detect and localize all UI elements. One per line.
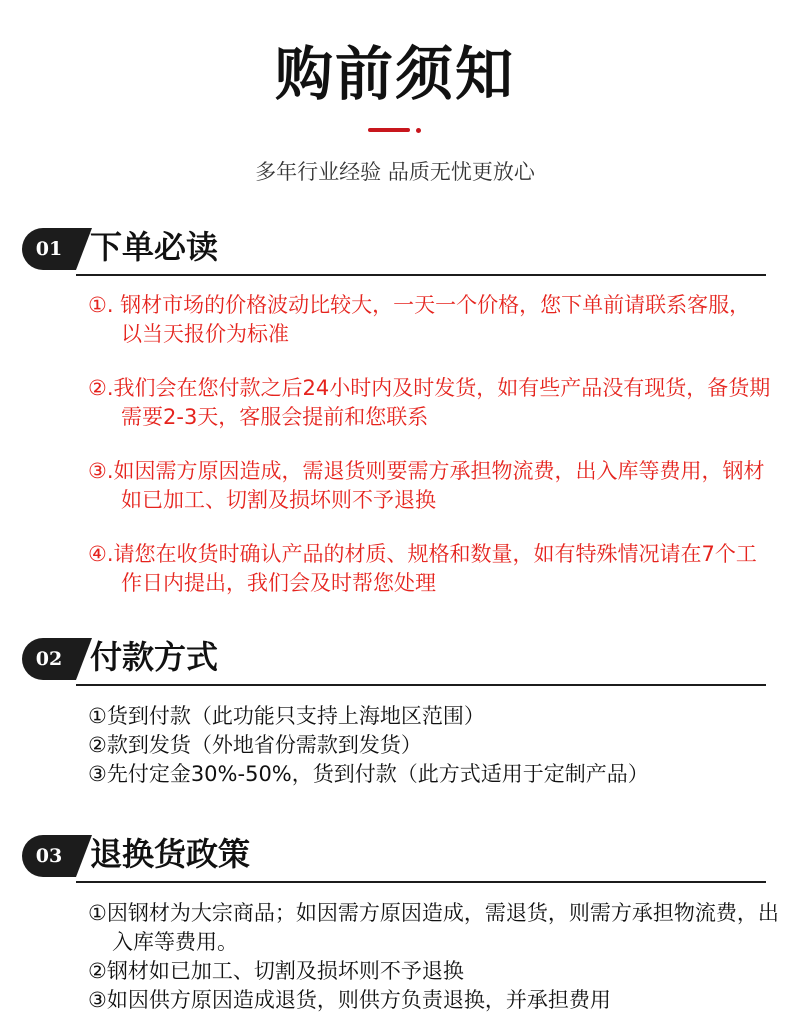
section-title: 退换货政策 <box>90 835 251 873</box>
page-subtitle: 多年行业经验 品质无忧更放心 <box>255 160 535 184</box>
return-policy-list <box>22 899 779 1015</box>
section-title: 下单必读 <box>90 228 219 266</box>
list-item: ①. 钢材市场的价格波动比较大，一天一个价格，您下单前请联系客服，以当天报价为标准 <box>88 293 751 346</box>
section-title: 付款方式 <box>90 638 219 676</box>
list-item: ②.我们会在您付款之后24小时内及时发货，如有些产品没有现货，备货期需要2-3天，客服会提前和您联系 <box>88 376 771 429</box>
section-divider <box>76 881 766 883</box>
list-item: ②款到发货（外地省份需款到发货） <box>88 733 422 757</box>
section-header <box>22 636 766 686</box>
section-number-badge: 02 <box>22 638 76 680</box>
section-number-badge: 01 <box>22 228 76 270</box>
order-notice-list <box>22 291 771 598</box>
list-item: ①因钢材为大宗商品；如因需方原因造成，需退货，则需方承担物流费，出入库等费用。 <box>88 901 779 954</box>
payment-methods-list <box>22 702 766 789</box>
title-accent-bar <box>368 128 410 132</box>
section-header <box>22 833 766 883</box>
section-return-policy <box>22 833 779 1015</box>
page-title: 购前须知 <box>274 40 515 108</box>
section-number-badge: 03 <box>22 835 76 877</box>
section-payment-methods <box>22 636 766 789</box>
section-header <box>22 226 766 276</box>
section-order-notice <box>22 226 771 623</box>
list-item: ③.如因需方原因造成，需退货则要需方承担物流费，出入库等费用，钢材如已加工、切割及损坏则不予退换 <box>88 459 765 512</box>
list-item: ③先付定金30%-50%，货到付款（此方式适用于定制产品） <box>88 762 649 786</box>
list-item: ④.请您在收货时确认产品的材质、规格和数量，如有特殊情况请在7个工作日内提出，我们会及时帮您处理 <box>88 542 757 595</box>
section-divider <box>76 684 766 686</box>
section-divider <box>76 274 766 276</box>
list-item: ③如因供方原因造成退货，则供方负责退换，并承担费用 <box>88 988 611 1012</box>
title-accent-dot <box>416 128 421 133</box>
list-item: ②钢材如已加工、切割及损坏则不予退换 <box>88 959 464 983</box>
list-item: ①货到付款（此功能只支持上海地区范围） <box>88 704 485 728</box>
